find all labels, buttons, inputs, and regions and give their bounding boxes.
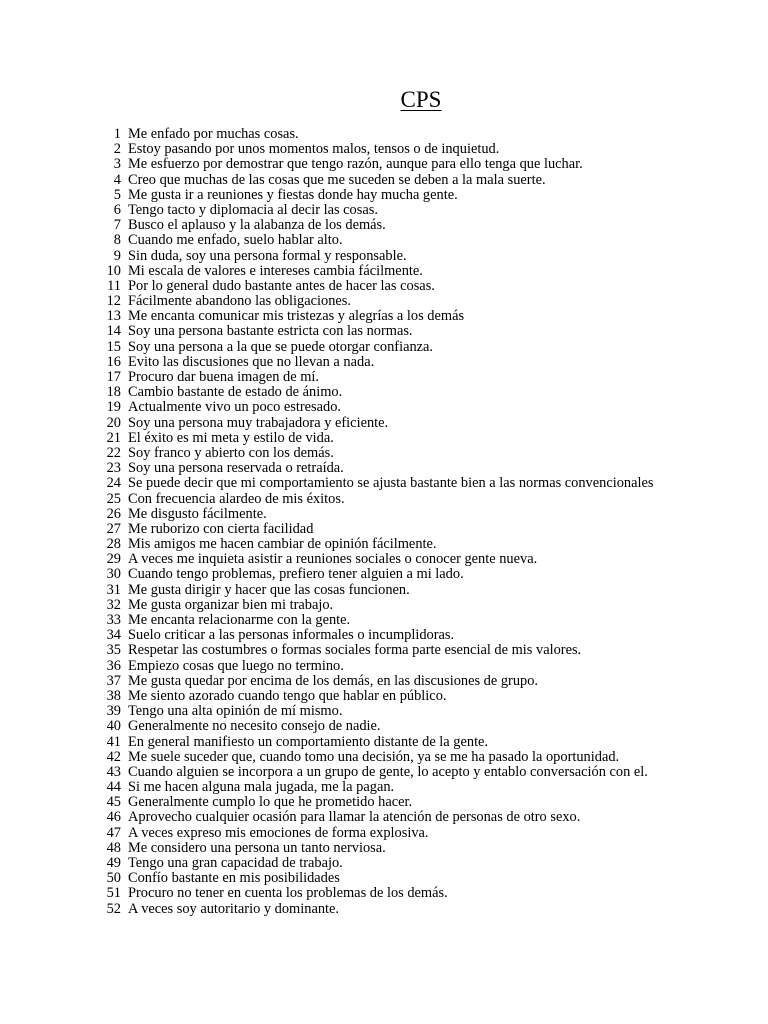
item-text: Cuando tengo problemas, prefiero tener alguien a mi lado. bbox=[128, 566, 464, 583]
item-number: 19 bbox=[106, 399, 121, 416]
item-text: Generalmente cumplo lo que he prometido hacer. bbox=[128, 794, 413, 811]
item-number: 45 bbox=[106, 794, 121, 811]
item-number: 14 bbox=[106, 323, 121, 340]
list-item bbox=[98, 218, 758, 233]
item-number: 35 bbox=[106, 642, 121, 659]
item-number: 1 bbox=[113, 126, 121, 142]
list-item bbox=[98, 294, 758, 309]
item-text: Soy una persona reservada o retraída. bbox=[128, 460, 344, 477]
item-text: Me ruborizo con cierta facilidad bbox=[128, 520, 314, 537]
item-number: 30 bbox=[106, 566, 121, 583]
item-number: 25 bbox=[106, 490, 121, 507]
list-item bbox=[98, 795, 758, 810]
item-number: 4 bbox=[113, 171, 121, 188]
item-text: Por lo general dudo bastante antes de hacer las cosas. bbox=[128, 277, 435, 294]
item-number: 3 bbox=[113, 156, 121, 173]
item-number: 17 bbox=[106, 369, 121, 385]
item-number: 24 bbox=[106, 475, 121, 492]
item-text: Cambio bastante de estado de ánimo. bbox=[128, 384, 343, 401]
list-item bbox=[98, 902, 758, 917]
item-text: Respetar las costumbres o formas sociales forma parte esencial de mis valores. bbox=[128, 642, 582, 659]
item-text: Me enfado por muchas cosas. bbox=[128, 126, 299, 142]
list-item bbox=[98, 674, 758, 689]
list-item bbox=[98, 704, 758, 719]
item-number: 21 bbox=[106, 429, 121, 446]
item-number: 12 bbox=[106, 293, 121, 310]
item-text: Sin duda, soy una persona formal y responsable. bbox=[128, 247, 407, 264]
list-item bbox=[98, 567, 758, 582]
list-item bbox=[98, 856, 758, 871]
item-text: Me considero una persona un tanto nerviosa. bbox=[128, 839, 386, 856]
item-number: 22 bbox=[106, 444, 121, 461]
list-item bbox=[98, 324, 758, 339]
list-item bbox=[98, 613, 758, 628]
item-text: Soy franco y abierto con los demás. bbox=[128, 444, 334, 461]
list-item bbox=[98, 309, 758, 324]
item-number: 52 bbox=[106, 900, 121, 917]
list-item bbox=[98, 431, 758, 446]
list-item bbox=[98, 689, 758, 704]
item-number: 37 bbox=[106, 672, 121, 689]
list-item bbox=[98, 765, 758, 780]
item-text: A veces expreso mis emociones de forma explosiva. bbox=[128, 824, 429, 841]
item-text: Soy una persona muy trabajadora y eficiente. bbox=[128, 414, 389, 431]
item-text: Cuando alguien se incorpora a un grupo de gente, lo acepto y entablo conversación con el. bbox=[128, 763, 648, 780]
item-text: Me gusta ir a reuniones y fiestas donde hay mucha gente. bbox=[128, 186, 458, 203]
item-number: 26 bbox=[106, 505, 121, 522]
list-item bbox=[98, 492, 758, 507]
item-text: Evito las discusiones que no llevan a nada. bbox=[128, 353, 375, 370]
item-text: Estoy pasando por unos momentos malos, tensos o de inquietud. bbox=[128, 141, 500, 158]
list-item bbox=[98, 628, 758, 643]
item-number: 9 bbox=[113, 247, 121, 264]
list-item bbox=[98, 780, 758, 795]
item-number: 23 bbox=[106, 460, 121, 477]
item-number: 28 bbox=[106, 536, 121, 553]
item-text: Creo que muchas de las cosas que me suceden se deben a la mala suerte. bbox=[128, 171, 546, 188]
item-number: 27 bbox=[106, 520, 121, 537]
item-text: Soy una persona bastante estricta con las normas. bbox=[128, 323, 413, 340]
item-text: Generalmente no necesito consejo de nadie. bbox=[128, 718, 381, 735]
list-item bbox=[98, 173, 758, 188]
list-item bbox=[98, 522, 758, 537]
list-item bbox=[98, 643, 758, 658]
list-item bbox=[98, 583, 758, 598]
list-item bbox=[98, 203, 758, 218]
list-item bbox=[98, 355, 758, 370]
item-number: 34 bbox=[106, 627, 121, 644]
item-number: 40 bbox=[106, 718, 121, 735]
list-item bbox=[98, 127, 758, 142]
list-item bbox=[98, 507, 758, 522]
item-text: Se puede decir que mi comportamiento se ajusta bastante bien a las normas convencionales bbox=[128, 475, 654, 492]
list-item bbox=[98, 750, 758, 765]
item-text: Me encanta relacionarme con la gente. bbox=[128, 612, 351, 628]
list-item bbox=[98, 537, 758, 552]
item-text: Me disgusto fácilmente. bbox=[128, 505, 267, 522]
item-text: Me encanta comunicar mis tristezas y alegrías a los demás bbox=[128, 308, 465, 325]
item-text: Me suele suceder que, cuando tomo una decisión, ya se me ha pasado la oportunidad. bbox=[128, 748, 620, 765]
item-text: Si me hacen alguna mala jugada, me la pagan. bbox=[128, 779, 395, 796]
item-text: Tengo tacto y diplomacia al decir las cosas. bbox=[128, 201, 378, 218]
list-item bbox=[98, 157, 758, 172]
item-number: 8 bbox=[113, 232, 121, 249]
item-text: Busco el aplauso y la alabanza de los demás. bbox=[128, 217, 386, 234]
item-number: 51 bbox=[106, 885, 121, 902]
item-text: Con frecuencia alardeo de mis éxitos. bbox=[128, 490, 345, 507]
item-text: Me gusta quedar por encima de los demás, en las discusiones de grupo. bbox=[128, 672, 539, 689]
list-item bbox=[98, 552, 758, 567]
list-item bbox=[98, 476, 758, 491]
item-text: Mis amigos me hacen cambiar de opinión fácilmente. bbox=[128, 536, 437, 553]
list-item bbox=[98, 719, 758, 734]
list-item bbox=[98, 249, 758, 264]
list-item bbox=[98, 461, 758, 476]
item-text: Actualmente vivo un poco estresado. bbox=[128, 399, 341, 416]
list-item bbox=[98, 871, 758, 886]
item-number: 33 bbox=[106, 612, 121, 628]
list-item bbox=[98, 416, 758, 431]
item-number: 20 bbox=[106, 414, 121, 431]
item-text: Suelo criticar a las personas informales o incumplidoras. bbox=[128, 627, 455, 644]
item-number: 47 bbox=[106, 824, 121, 841]
item-text: Confío bastante en mis posibilidades bbox=[128, 870, 340, 887]
item-text: A veces me inquieta asistir a reuniones sociales o conocer gente nueva. bbox=[128, 551, 538, 568]
item-number: 36 bbox=[106, 657, 121, 674]
item-text: Mi escala de valores e intereses cambia fácilmente. bbox=[128, 262, 423, 279]
item-text: Me gusta organizar bien mi trabajo. bbox=[128, 596, 334, 613]
item-text: Soy una persona a la que se puede otorgar confianza. bbox=[128, 338, 434, 355]
item-number: 6 bbox=[113, 201, 121, 218]
item-text: Me gusta dirigir y hacer que las cosas funcionen. bbox=[128, 581, 410, 598]
item-number: 11 bbox=[107, 277, 121, 294]
list-item bbox=[98, 598, 758, 613]
item-text: Me siento azorado cuando tengo que hablar en público. bbox=[128, 687, 447, 704]
item-number: 32 bbox=[106, 596, 121, 613]
list-item bbox=[98, 370, 758, 385]
item-number: 44 bbox=[106, 779, 121, 796]
item-number: 50 bbox=[106, 870, 121, 887]
item-text: En general manifiesto un comportamiento distante de la gente. bbox=[128, 733, 489, 750]
list-item bbox=[98, 659, 758, 674]
list-item bbox=[98, 233, 758, 248]
item-text: Procuro no tener en cuenta los problemas de los demás. bbox=[128, 885, 448, 902]
list-item bbox=[98, 264, 758, 279]
list-item bbox=[98, 142, 758, 157]
item-text: Tengo una alta opinión de mí mismo. bbox=[128, 703, 343, 720]
item-number: 2 bbox=[113, 141, 121, 158]
item-number: 46 bbox=[106, 809, 121, 826]
item-number: 5 bbox=[113, 186, 121, 203]
list-item bbox=[98, 886, 758, 901]
item-text: Cuando me enfado, suelo hablar alto. bbox=[128, 232, 343, 249]
item-number: 38 bbox=[106, 687, 121, 704]
item-number: 29 bbox=[106, 551, 121, 568]
list-item bbox=[98, 735, 758, 750]
page-title: CPS bbox=[400, 87, 442, 112]
list-item bbox=[98, 446, 758, 461]
list-item bbox=[98, 188, 758, 203]
item-number: 16 bbox=[106, 353, 121, 370]
list-item bbox=[98, 841, 758, 856]
item-number: 10 bbox=[106, 262, 121, 279]
list-item bbox=[98, 385, 758, 400]
item-text: Aprovecho cualquier ocasión para llamar la atención de personas de otro sexo. bbox=[128, 809, 581, 826]
item-number: 31 bbox=[106, 581, 121, 598]
item-number: 13 bbox=[106, 308, 121, 325]
item-number: 42 bbox=[106, 748, 121, 765]
item-number: 43 bbox=[106, 763, 121, 780]
item-text: Fácilmente abandono las obligaciones. bbox=[128, 293, 351, 310]
list-item bbox=[98, 400, 758, 415]
item-number: 49 bbox=[106, 855, 121, 871]
list-item bbox=[98, 826, 758, 841]
list-item bbox=[98, 279, 758, 294]
list-item bbox=[98, 810, 758, 825]
item-number: 18 bbox=[106, 384, 121, 401]
item-number: 7 bbox=[113, 217, 121, 234]
item-number: 15 bbox=[106, 338, 121, 355]
item-number: 48 bbox=[106, 839, 121, 856]
item-text: Me esfuerzo por demostrar que tengo razón, aunque para ello tenga que luchar. bbox=[128, 156, 583, 173]
item-text: A veces soy autoritario y dominante. bbox=[128, 900, 340, 917]
list-item bbox=[98, 340, 758, 355]
item-text: El éxito es mi meta y estilo de vida. bbox=[128, 429, 334, 446]
item-text: Empiezo cosas que luego no termino. bbox=[128, 657, 344, 674]
item-number: 41 bbox=[106, 733, 121, 750]
item-text: Procuro dar buena imagen de mí. bbox=[128, 369, 320, 385]
item-text: Tengo una gran capacidad de trabajo. bbox=[128, 855, 343, 871]
item-number: 39 bbox=[106, 703, 121, 720]
questionnaire-list bbox=[98, 127, 758, 917]
